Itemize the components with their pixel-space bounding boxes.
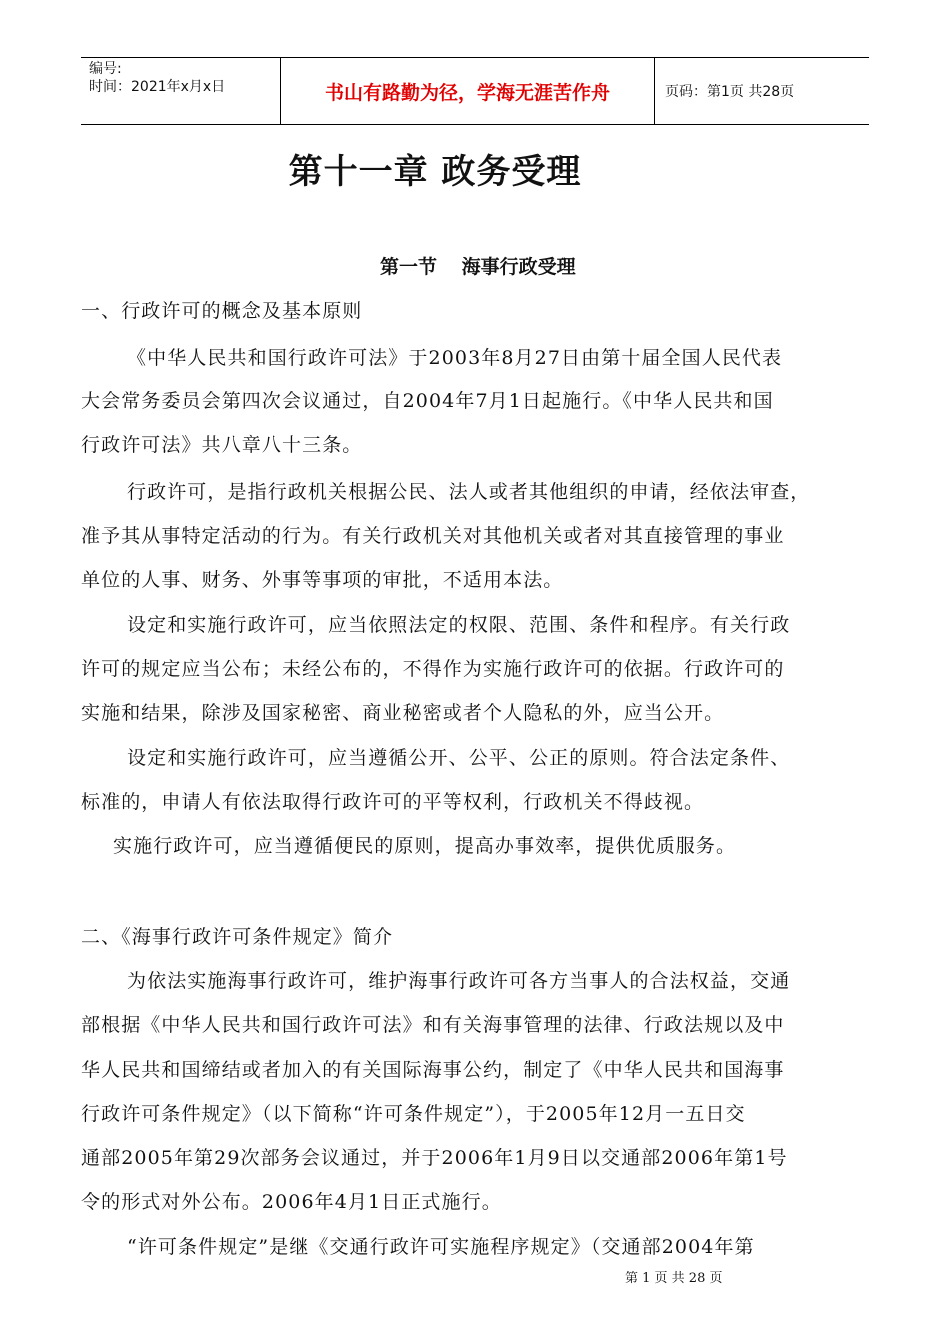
body-line: 实施行政许可，应当遵循便民的原则，提高办事效率，提供优质服务。: [113, 835, 737, 857]
body-line: 行政许可条件规定》（以下简称“许可条件规定”），于2005年12月一五日交: [81, 1103, 746, 1125]
body-line: 标准的，申请人有依法取得行政许可的平等权利，行政机关不得歧视。: [81, 791, 705, 813]
body-line: 《中华人民共和国行政许可法》于2003年8月27日由第十届全国人民代表: [127, 347, 783, 369]
body-line: 单位的人事、财务、外事等事项的审批，不适用本法。: [81, 569, 564, 591]
body-line: 许可的规定应当公布；未经公布的，不得作为实施行政许可的依据。行政许可的: [81, 658, 785, 680]
number-label: 编号:: [89, 61, 122, 77]
chapter-title: 第十一章 政务受理: [288, 152, 582, 192]
heading-2: 二、《海事行政许可条件规定》简介: [81, 926, 394, 948]
body-line: 通部2005年第29次部务会议通过，并于2006年1月9日以交通部2006年第1号: [81, 1147, 788, 1169]
header-meta: [81, 58, 281, 124]
header-page-info: 页码：第1页 共28页: [665, 84, 795, 100]
body-line: 行政许可，是指行政机关根据公民、法人或者其他组织的申请，经依法审查，: [127, 481, 811, 503]
body-line: 设定和实施行政许可，应当依照法定的权限、范围、条件和程序。有关行政: [127, 614, 791, 636]
section-title: 第一节 海事行政受理: [380, 256, 576, 278]
body-line: 令的形式对外公布。2006年4月1日正式施行。: [81, 1191, 502, 1213]
body-line: 为依法实施海事行政许可，维护海事行政许可各方当事人的合法权益，交通: [127, 970, 791, 992]
body-line: 大会常务委员会第四次会议通过，自2004年7月1日起施行。《中华人民共和国: [81, 390, 774, 412]
body-line: “许可条件规定”是继《交通行政许可实施程序规定》（交通部2004年第: [127, 1236, 755, 1258]
page-footer: 第 1 页 共 28 页: [625, 1271, 723, 1286]
header-motto: 书山有路勤为径，学海无涯苦作舟: [281, 58, 655, 124]
body-line: 华人民共和国缔结或者加入的有关国际海事公约，制定了《中华人民共和国海事: [81, 1059, 785, 1081]
heading-1: 一、行政许可的概念及基本原则: [81, 300, 363, 322]
body-line: 设定和实施行政许可，应当遵循公开、公平、公正的原则。符合法定条件、: [127, 747, 791, 769]
page-header: [81, 57, 869, 125]
time-label: 时间：2021年x月x日: [89, 79, 226, 95]
body-line: 行政许可法》共八章八十三条。: [81, 434, 363, 456]
body-line: 实施和结果，除涉及国家秘密、商业秘密或者个人隐私的外，应当公开。: [81, 702, 725, 724]
body-line: 部根据《中华人民共和国行政许可法》和有关海事管理的法律、行政法规以及中: [81, 1014, 785, 1036]
body-line: 准予其从事特定活动的行为。有关行政机关对其他机关或者对其直接管理的事业: [81, 525, 785, 547]
